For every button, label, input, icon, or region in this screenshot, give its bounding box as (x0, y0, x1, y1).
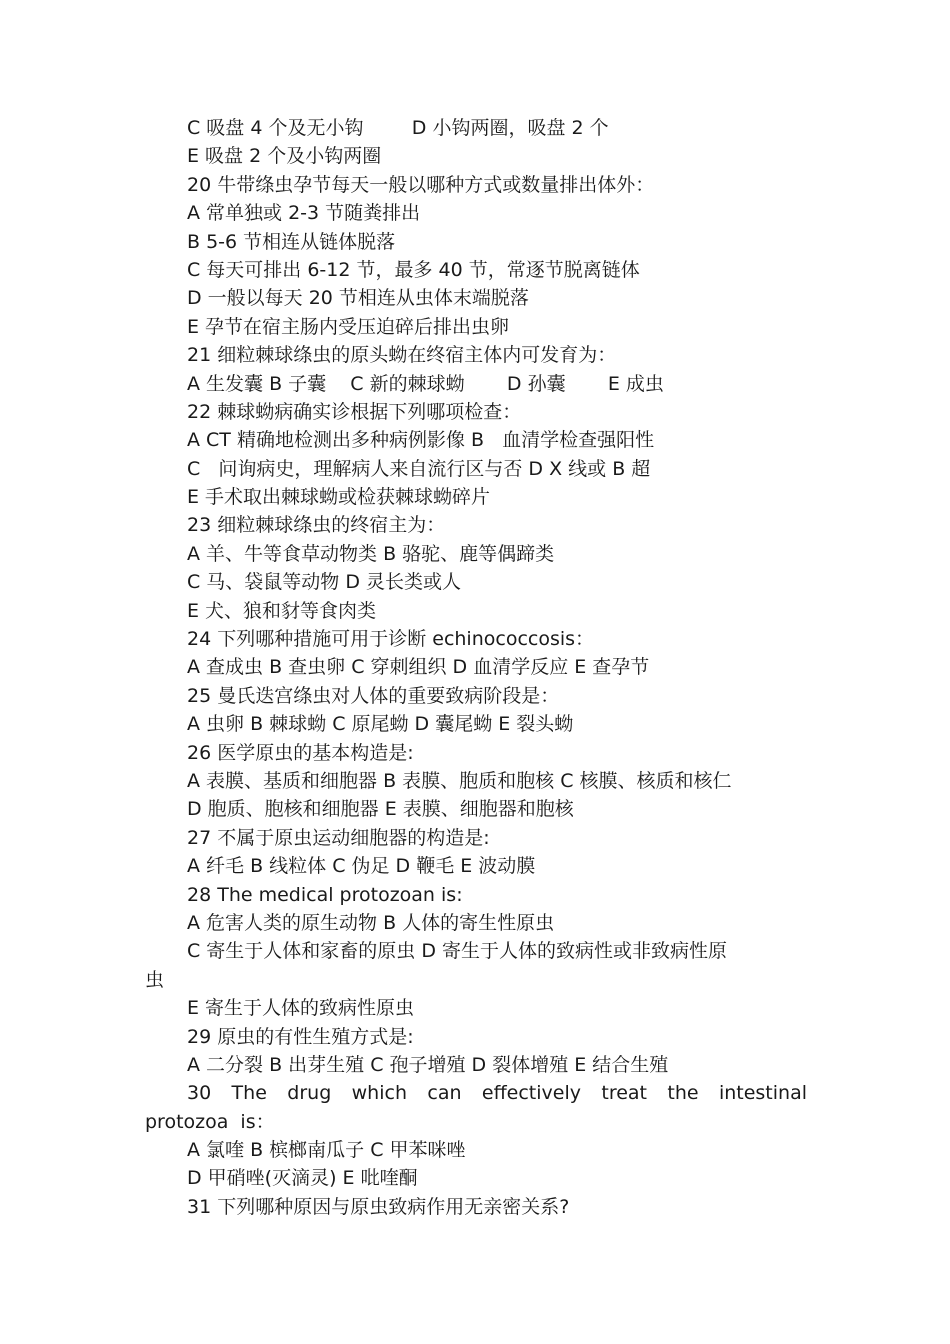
text-line: C 吸盘 4 个及无小钩 D 小钩两圈，吸盘 2 个 (187, 117, 609, 139)
text-line: E 手术取出棘球蚴或检获棘球蚴碎片 (187, 486, 491, 509)
text-line: C 寄生于人体和家畜的原虫 D 寄生于人体的致病性或非致病性原 (187, 940, 728, 963)
text-line: A 危害人类的原生动物 B 人体的寄生性原虫 (187, 911, 555, 934)
text-line: B 5-6 节相连从链体脱落 (187, 230, 396, 253)
text-line: A 氯喹 B 槟榔南瓜子 C 甲苯咪唑 (187, 1139, 466, 1162)
text-line: C 每天可排出 6-12 节，最多 40 节，常逐节脱离链体 (187, 258, 640, 281)
question-30: 30 The drug which can effectively treat the intestinal protozoa is： (145, 1082, 807, 1133)
text-line: 21 细粒棘球绦虫的原头蚴在终宿主体内可发育为： (187, 344, 617, 367)
document-page (145, 114, 807, 1221)
text-line: 24 下列哪种措施可用于诊断 echinococcosis： (187, 628, 595, 651)
text-line: A 生发囊 B 子囊 C 新的棘球蚴 D 孙囊 E 成虫 (187, 372, 664, 395)
text-line: D 胞质、胞核和细胞器 E 表膜、细胞器和胞核 (187, 798, 574, 821)
text-line: 23 细粒棘球绦虫的终宿主为： (187, 514, 446, 537)
text-line: A 虫卵 B 棘球蚴 C 原尾蚴 D 囊尾蚴 E 裂头蚴 (187, 713, 574, 736)
text-line: A 羊、牛等食草动物类 B 骆驼、鹿等偶蹄类 (187, 542, 555, 565)
question-lines (145, 114, 807, 1079)
text-line: E 寄生于人体的致病性原虫 (187, 997, 415, 1020)
text-line: A 二分裂 B 出芽生殖 C 孢子增殖 D 裂体增殖 E 结合生殖 (187, 1053, 669, 1076)
question-lines-after (145, 1136, 807, 1221)
text-line: D 甲硝唑(灭滴灵) E 吡喹酮 (187, 1167, 418, 1190)
text-line: A 纤毛 B 线粒体 C 伪足 D 鞭毛 E 波动膜 (187, 855, 536, 878)
text-line: 虫 (145, 968, 165, 991)
text-line: 27 不属于原虫运动细胞器的构造是: (187, 826, 490, 849)
text-line: A CT 精确地检测出多种病例影像 B 血清学检查强阳性 (187, 429, 655, 452)
text-line: 26 医学原虫的基本构造是: (187, 741, 414, 764)
text-line: 28 The medical protozoan is: (187, 883, 463, 906)
text-line: D 一般以每天 20 节相连从虫体末端脱落 (187, 287, 529, 310)
text-line: C 马、袋鼠等动物 D 灵长类或人 (187, 571, 462, 594)
text-line: 22 棘球蚴病确实诊根据下列哪项检查： (187, 400, 522, 423)
text-line: A 表膜、基质和细胞器 B 表膜、胞质和胞核 C 核膜、核质和核仁 (187, 769, 732, 792)
text-line: 25 曼氏迭宫绦虫对人体的重要致病阶段是： (187, 684, 560, 707)
text-line: E 孕节在宿主肠内受压迫碎后排出虫卵 (187, 315, 510, 338)
text-line: E 犬、狼和豺等食肉类 (187, 599, 377, 622)
text-line: 31 下列哪种原因与原虫致病作用无亲密关系? (187, 1195, 570, 1218)
text-line: C 问询病史，理解病人来自流行区与否 D X 线或 B 超 (187, 457, 651, 480)
text-line: A 常单独或 2-3 节随粪排出 (187, 202, 421, 225)
text-line: E 吸盘 2 个及小钩两圈 (187, 145, 382, 168)
text-line: 29 原虫的有性生殖方式是: (187, 1025, 414, 1048)
text-line: 20 牛带绦虫孕节每天一般以哪种方式或数量排出体外： (187, 173, 655, 196)
text-line: A 查成虫 B 查虫卵 C 穿刺组织 D 血清学反应 E 查孕节 (187, 656, 650, 679)
